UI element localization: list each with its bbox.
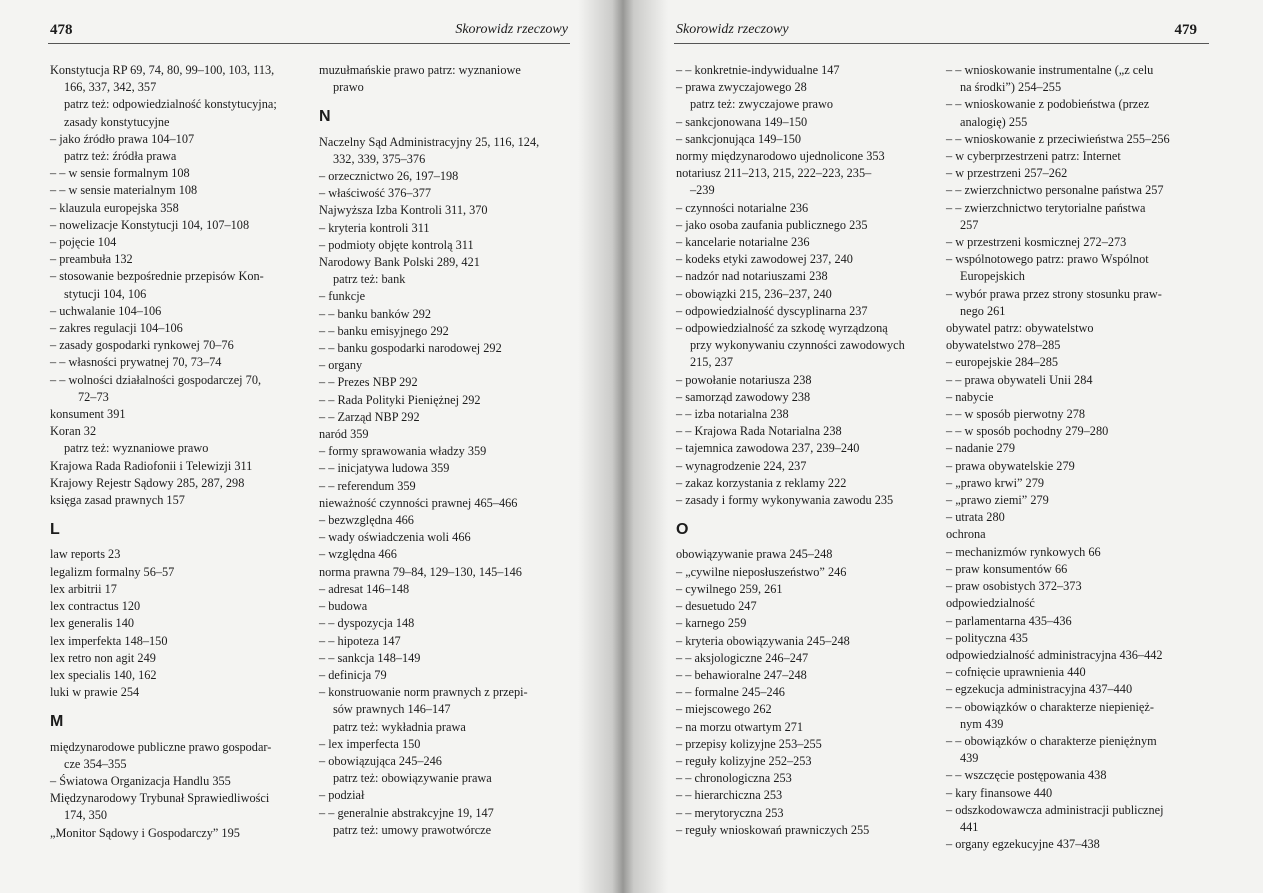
index-entry: – – zwierzchnictwo personalne państwa 257 <box>946 183 1164 198</box>
index-entry: luki w prawie 254 <box>50 685 140 700</box>
index-entry: – – wolności działalności gospodarczej 70, <box>50 372 262 387</box>
index-entry: – prawa zwyczajowego 28 <box>676 80 807 95</box>
index-entry: Najwyższa Izba Kontroli 311, 370 <box>319 203 488 218</box>
index-entry: – odpowiedzialność dyscyplinarna 237 <box>676 303 868 318</box>
index-entry: – podmioty objęte kontrolą 311 <box>319 237 474 252</box>
index-entry: – jako źródło prawa 104–107 <box>50 131 195 146</box>
index-entry: – w przestrzeni 257–262 <box>946 166 1068 181</box>
index-entry: nym 439 <box>960 716 1004 731</box>
index-entry: stytucji 104, 106 <box>64 286 147 301</box>
index-entry: – – aksjologiczne 246–247 <box>676 650 809 665</box>
index-entry: muzułmańskie prawo patrz: wyznaniowe <box>319 63 521 77</box>
index-entry: przy wykonywaniu czynności zawodowych <box>690 338 905 353</box>
index-entry: księga zasad prawnych 157 <box>50 493 185 508</box>
index-entry: „Monitor Sądowy i Gospodarczy” 195 <box>50 825 240 840</box>
index-entry: patrz też: odpowiedzialność konstytucyjna; <box>64 97 277 112</box>
section-letter: L <box>50 521 60 539</box>
index-entry: Naczelny Sąd Administracyjny 25, 116, 124, <box>319 134 540 149</box>
right-page <box>612 0 1263 893</box>
index-entry: patrz też: obowiązywanie prawa <box>333 771 492 786</box>
index-entry: – – wnioskowanie z podobieństwa (przez <box>946 97 1150 112</box>
index-entry: – konstruowanie norm prawnych z przepi- <box>319 685 528 700</box>
left-header-rule <box>48 43 570 44</box>
index-entry: Krajowa Rada Radiofonii i Telewizji 311 <box>50 458 253 473</box>
index-entry: – – własności prywatnej 70, 73–74 <box>50 355 222 370</box>
index-entry: – – obowiązków o charakterze pieniężnym <box>946 733 1157 748</box>
index-entry: – mechanizmów rynkowych 66 <box>946 544 1101 559</box>
index-entry: 332, 339, 375–376 <box>333 151 426 166</box>
index-entry: – – banku emisyjnego 292 <box>319 323 449 338</box>
index-entry: – – izba notarialna 238 <box>676 407 789 422</box>
index-entry: sów prawnych 146–147 <box>333 702 451 717</box>
index-entry: – funkcje <box>319 289 366 304</box>
index-entry: – – w sensie materialnym 108 <box>50 183 198 198</box>
index-entry: – kancelarie notarialne 236 <box>676 235 810 250</box>
index-entry: – nabycie <box>946 389 994 404</box>
left-column-1 <box>50 62 305 842</box>
index-entry: patrz też: bank <box>333 272 406 287</box>
index-entry: – sankcjonowana 149–150 <box>676 114 808 129</box>
index-entry: – Światowa Organizacja Handlu 355 <box>50 773 231 788</box>
index-entry: Krajowy Rejestr Sądowy 285, 287, 298 <box>50 475 245 490</box>
index-entry: Koran 32 <box>50 424 97 439</box>
index-entry: – karnego 259 <box>676 616 747 631</box>
index-entry: – – zwierzchnictwo terytorialne państwa <box>946 200 1146 215</box>
index-entry: 174, 350 <box>64 808 108 823</box>
left-page-number: 478 <box>50 22 73 38</box>
index-entry: – – merytoryczna 253 <box>676 805 784 820</box>
index-entry: – – chronologiczna 253 <box>676 771 792 786</box>
index-entry: patrz też: umowy prawotwórcze <box>333 822 492 837</box>
index-entry: – orzecznictwo 26, 197–198 <box>319 169 459 184</box>
left-page <box>0 0 612 893</box>
index-entry: – obowiązki 215, 236–237, 240 <box>676 286 832 301</box>
index-entry: – zasady gospodarki rynkowej 70–76 <box>50 338 234 353</box>
index-entry: obowiązywanie prawa 245–248 <box>676 547 833 562</box>
index-entry: – kary finansowe 440 <box>946 785 1053 800</box>
index-entry: – miejscowego 262 <box>676 702 772 717</box>
index-entry: patrz też: wykładnia prawa <box>333 719 466 734</box>
index-entry: konsument 391 <box>50 407 126 422</box>
right-page-number: 479 <box>1174 22 1197 38</box>
index-entry: obywatel patrz: obywatelstwo <box>946 321 1094 336</box>
index-entry: międzynarodowe publiczne prawo gospodar- <box>50 739 272 754</box>
index-entry: – desuetudo 247 <box>676 599 757 614</box>
left-column-2 <box>319 62 574 839</box>
index-entry: 439 <box>960 751 979 766</box>
index-entry: – – generalnie abstrakcyjne 19, 147 <box>319 805 494 820</box>
index-entry: – kodeks etyki zawodowej 237, 240 <box>676 252 853 267</box>
index-entry: law reports 23 <box>50 547 121 562</box>
index-entry: legalizm formalny 56–57 <box>50 564 175 579</box>
index-entry: – cofnięcie uprawnienia 440 <box>946 665 1086 680</box>
index-entry: – praw konsumentów 66 <box>946 561 1068 576</box>
index-entry: – preambuła 132 <box>50 252 133 267</box>
index-entry: na środki”) 254–255 <box>960 80 1062 95</box>
index-entry: – – Prezes NBP 292 <box>319 375 418 390</box>
right-header-rule <box>674 43 1209 44</box>
index-entry: 441 <box>960 819 979 834</box>
index-entry: – w przestrzeni kosmicznej 272–273 <box>946 235 1127 250</box>
index-entry: notariusz 211–213, 215, 222–223, 235– <box>676 166 872 181</box>
index-entry: – – w sposób pierwotny 278 <box>946 407 1086 422</box>
index-entry: – – dyspozycja 148 <box>319 616 415 631</box>
index-entry: – formy sprawowania władzy 359 <box>319 444 487 459</box>
index-entry: – definicja 79 <box>319 667 387 682</box>
index-entry: – obowiązująca 245–246 <box>319 753 442 768</box>
index-entry: – – w sensie formalnym 108 <box>50 166 190 181</box>
index-entry: Konstytucja RP 69, 74, 80, 99–100, 103, 113, <box>50 63 275 77</box>
index-entry: Międzynarodowy Trybunał Sprawiedliwości <box>50 791 270 806</box>
index-entry: – „prawo krwi” 279 <box>946 475 1045 490</box>
index-entry: – nadanie 279 <box>946 441 1015 456</box>
book-gutter-shadow <box>578 0 668 893</box>
index-entry: – wady oświadczenia woli 466 <box>319 530 471 545</box>
index-entry: – względna 466 <box>319 547 397 562</box>
index-entry: – zakres regulacji 104–106 <box>50 321 183 336</box>
index-entry: – odpowiedzialność za szkodę wyrządzoną <box>676 321 888 336</box>
index-entry: – klauzula europejska 358 <box>50 200 179 215</box>
index-entry: – przepisy kolizyjne 253–255 <box>676 736 822 751</box>
index-entry: – „cywilne nieposłuszeństwo” 246 <box>676 564 847 579</box>
index-entry: Europejskich <box>960 269 1025 284</box>
index-entry: – – obowiązków o charakterze niepienięż- <box>946 699 1154 714</box>
index-entry: – „prawo ziemi” 279 <box>946 493 1049 508</box>
index-entry: – bezwzględna 466 <box>319 513 414 528</box>
index-entry: – kryteria obowiązywania 245–248 <box>676 633 850 648</box>
index-entry: – praw osobistych 372–373 <box>946 579 1082 594</box>
index-entry: naród 359 <box>319 427 369 442</box>
index-entry: – zakaz korzystania z reklamy 222 <box>676 475 847 490</box>
index-entry: 166, 337, 342, 357 <box>64 80 157 95</box>
index-entry: zasady konstytucyjne <box>64 114 170 129</box>
index-entry: – podział <box>319 788 365 803</box>
index-entry: – lex imperfecta 150 <box>319 736 421 751</box>
index-entry: – w cyberprzestrzeni patrz: Internet <box>946 149 1121 164</box>
index-entry: – – banku banków 292 <box>319 306 432 321</box>
index-entry: –239 <box>690 183 715 198</box>
index-entry: – odszkodowawcza administracji publicznej <box>946 802 1164 817</box>
index-entry: Narodowy Bank Polski 289, 421 <box>319 255 480 270</box>
index-entry: norma prawna 79–84, 129–130, 145–146 <box>319 564 522 579</box>
index-entry: nieważność czynności prawnej 465–466 <box>319 495 518 510</box>
index-entry: – – sankcja 148–149 <box>319 650 421 665</box>
left-running-title: Skorowidz rzeczowy <box>455 22 568 37</box>
index-entry: patrz też: źródła prawa <box>64 149 177 164</box>
index-entry: – wybór prawa przez strony stosunku praw- <box>946 286 1162 301</box>
index-entry: – – wnioskowanie z przeciwieństwa 255–256 <box>946 131 1170 146</box>
index-entry: – jako osoba zaufania publicznego 235 <box>676 217 868 232</box>
index-entry: – kryteria kontroli 311 <box>319 220 430 235</box>
index-entry: – tajemnica zawodowa 237, 239–240 <box>676 441 860 456</box>
index-entry: – – wnioskowanie instrumentalne („z celu <box>946 63 1154 77</box>
index-entry: – – inicjatywa ludowa 359 <box>319 461 450 476</box>
index-entry: – czynności notarialne 236 <box>676 200 809 215</box>
index-entry: – wspólnotowego patrz: prawo Wspólnot <box>946 252 1149 267</box>
index-entry: lex generalis 140 <box>50 616 135 631</box>
section-letter: M <box>50 713 64 731</box>
index-entry: analogię) 255 <box>960 114 1028 129</box>
index-entry: – polityczna 435 <box>946 630 1028 645</box>
index-entry: – prawa obywatelskie 279 <box>946 458 1075 473</box>
index-entry: – – formalne 245–246 <box>676 685 785 700</box>
index-entry: – reguły wnioskowań prawniczych 255 <box>676 822 870 837</box>
index-entry: – stosowanie bezpośrednie przepisów Kon- <box>50 269 264 284</box>
index-entry: – – konkretnie-indywidualne 147 <box>676 63 840 77</box>
index-entry: patrz też: wyznaniowe prawo <box>64 441 209 456</box>
index-entry: normy międzynarodowo ujednolicone 353 <box>676 149 885 164</box>
index-entry: obywatelstwo 278–285 <box>946 338 1061 353</box>
index-entry: lex arbitrii 17 <box>50 581 117 596</box>
right-running-title: Skorowidz rzeczowy <box>676 22 789 37</box>
index-entry: – utrata 280 <box>946 510 1005 525</box>
index-entry: – – referendum 359 <box>319 478 416 493</box>
index-entry: – – Krajowa Rada Notarialna 238 <box>676 424 842 439</box>
index-entry: 257 <box>960 217 979 232</box>
index-entry: – cywilnego 259, 261 <box>676 581 783 596</box>
index-entry: – pojęcie 104 <box>50 235 117 250</box>
index-entry: lex imperfekta 148–150 <box>50 633 168 648</box>
index-entry: – nowelizacje Konstytucji 104, 107–108 <box>50 217 250 232</box>
index-entry: patrz też: zwyczajowe prawo <box>690 97 834 112</box>
index-entry: – sankcjonująca 149–150 <box>676 131 801 146</box>
index-entry: odpowiedzialność administracyjna 436–442 <box>946 647 1163 662</box>
index-entry: – na morzu otwartym 271 <box>676 719 804 734</box>
index-entry: – zasady i formy wykonywania zawodu 235 <box>676 493 894 508</box>
index-entry: prawo <box>333 80 364 95</box>
index-entry: – – w sposób pochodny 279–280 <box>946 424 1109 439</box>
index-entry: – powołanie notariusza 238 <box>676 372 812 387</box>
index-entry: – uchwalanie 104–106 <box>50 303 162 318</box>
index-entry: – samorząd zawodowy 238 <box>676 389 811 404</box>
section-letter: O <box>676 521 689 539</box>
section-letter: N <box>319 108 331 126</box>
index-entry: – – prawa obywateli Unii 284 <box>946 372 1093 387</box>
index-entry: – – hierarchiczna 253 <box>676 788 783 803</box>
right-column-2 <box>946 62 1208 853</box>
index-entry: – – behawioralne 247–248 <box>676 667 807 682</box>
index-entry: – właściwość 376–377 <box>319 186 432 201</box>
index-entry: – organy egzekucyjne 437–438 <box>946 837 1100 852</box>
index-entry: – – hipoteza 147 <box>319 633 401 648</box>
index-entry: nego 261 <box>960 303 1006 318</box>
index-entry: – – Rada Polityki Pieniężnej 292 <box>319 392 481 407</box>
index-entry: cze 354–355 <box>64 756 127 771</box>
index-entry: – adresat 146–148 <box>319 581 410 596</box>
index-entry: – budowa <box>319 599 368 614</box>
index-entry: – wynagrodzenie 224, 237 <box>676 458 807 473</box>
index-entry: lex specialis 140, 162 <box>50 667 157 682</box>
index-entry: – europejskie 284–285 <box>946 355 1059 370</box>
right-column-1 <box>676 62 946 839</box>
index-entry: – egzekucja administracyjna 437–440 <box>946 682 1133 697</box>
index-entry: lex retro non agit 249 <box>50 650 156 665</box>
index-entry: – reguły kolizyjne 252–253 <box>676 753 812 768</box>
index-entry: – nadzór nad notariuszami 238 <box>676 269 828 284</box>
index-entry: – – Zarząd NBP 292 <box>319 409 420 424</box>
index-entry: lex contractus 120 <box>50 599 141 614</box>
index-entry: odpowiedzialność <box>946 596 1035 611</box>
index-entry: 72–73 <box>78 389 109 404</box>
index-entry: – parlamentarna 435–436 <box>946 613 1072 628</box>
index-entry: – organy <box>319 358 363 373</box>
index-entry: – – banku gospodarki narodowej 292 <box>319 341 502 356</box>
index-entry: ochrona <box>946 527 986 542</box>
index-entry: 215, 237 <box>690 355 734 370</box>
index-entry: – – wszczęcie postępowania 438 <box>946 768 1107 783</box>
